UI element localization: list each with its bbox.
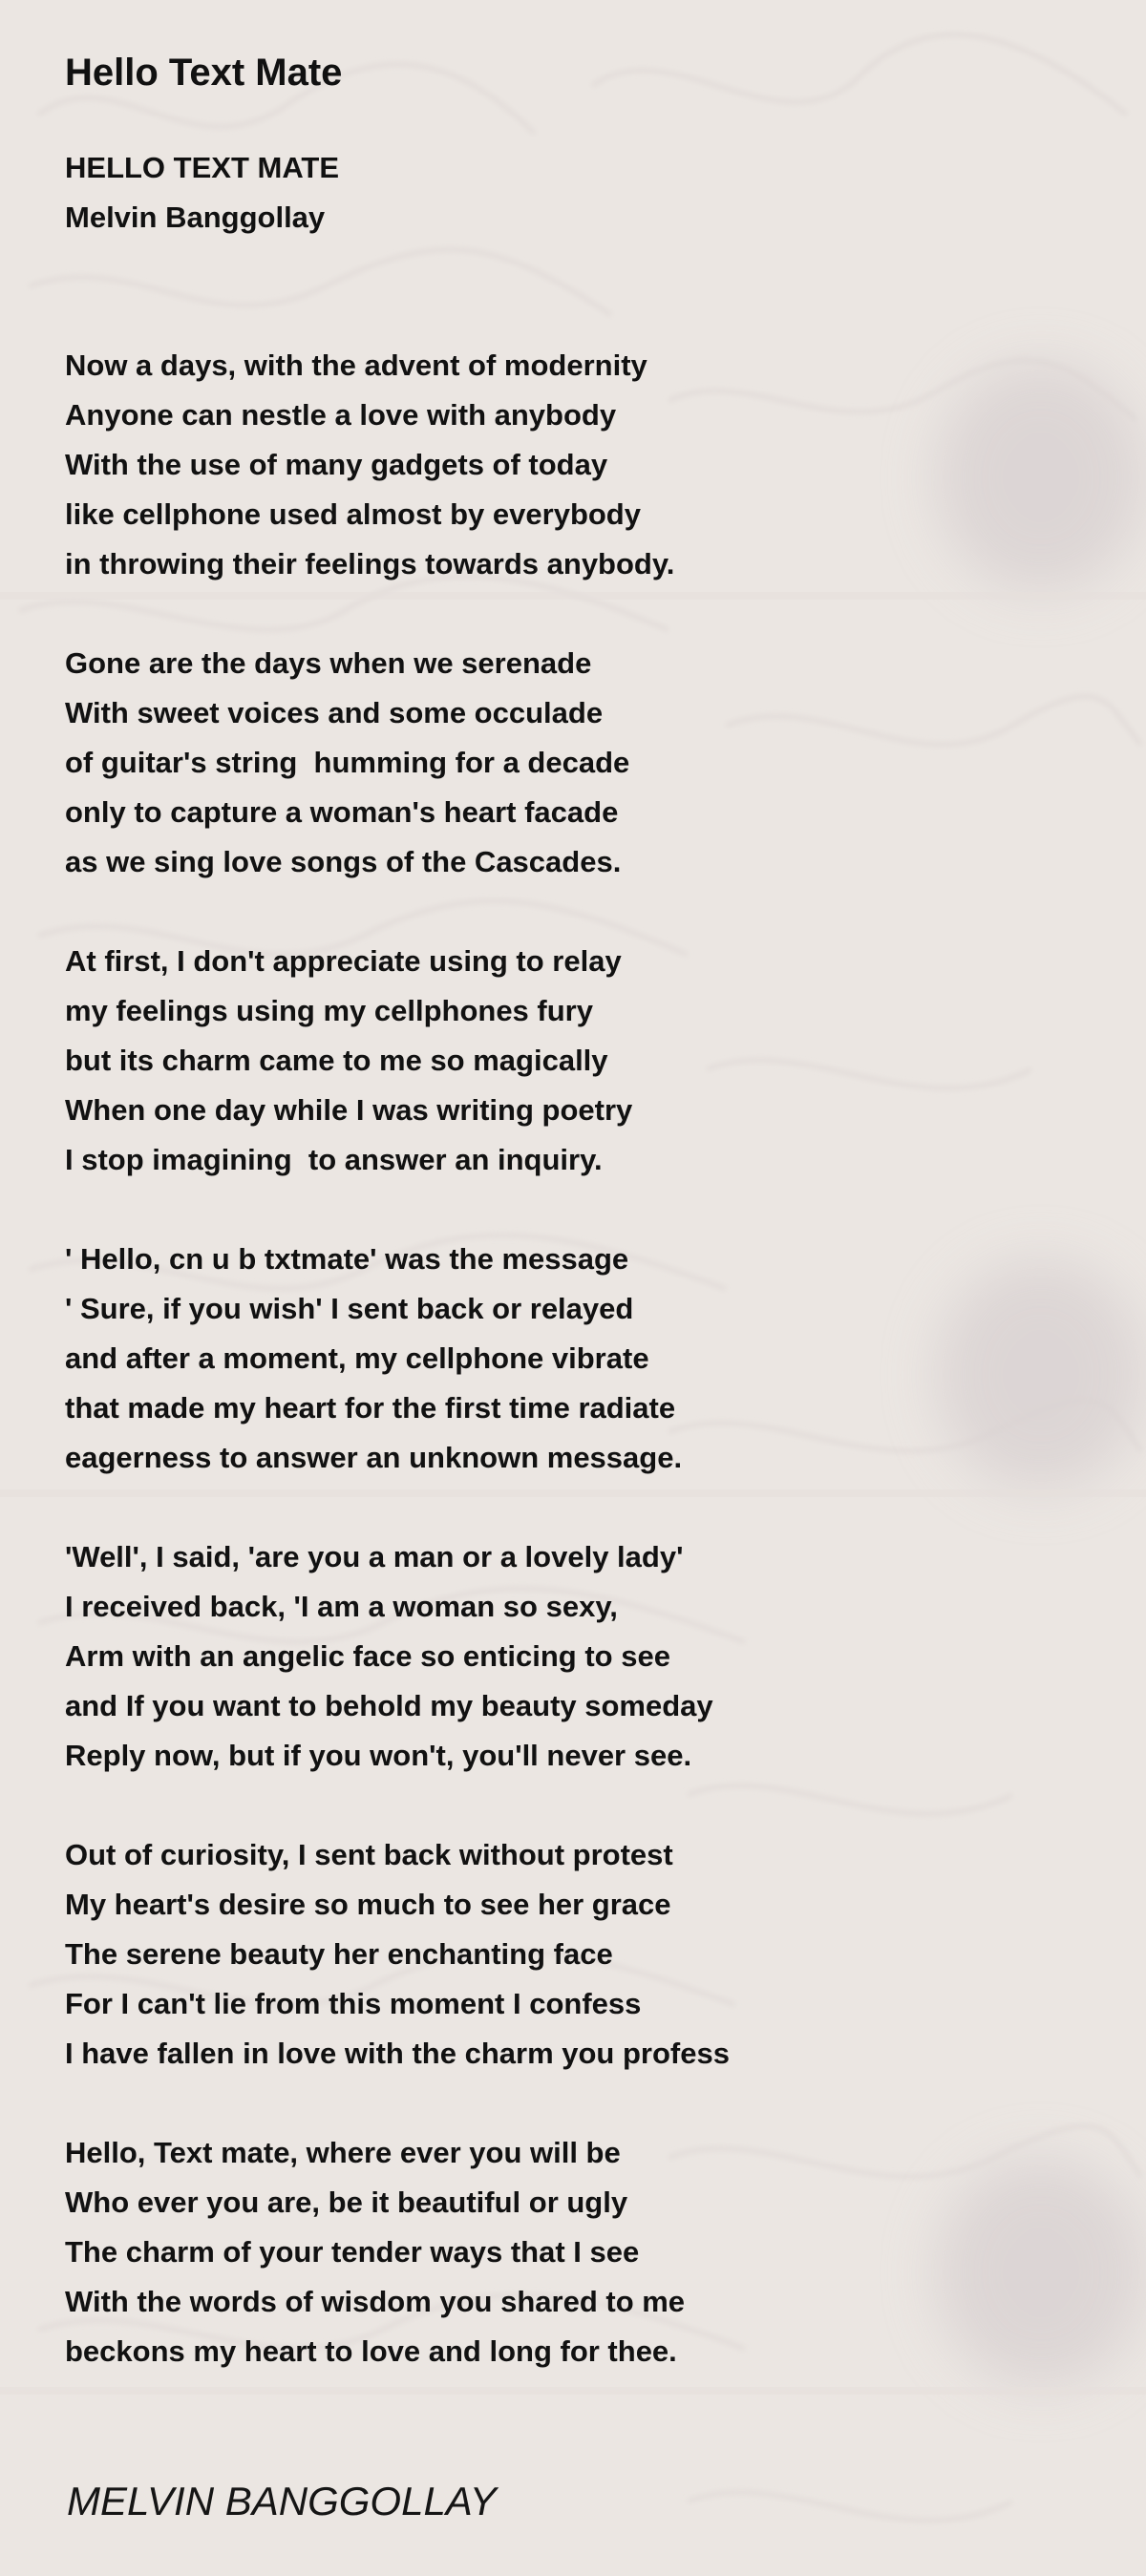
poem-line: Arm with an angelic face so enticing to see: [65, 1639, 670, 1673]
poem-line: Reply now, but if you won't, you'll never see.: [65, 1739, 692, 1772]
poem-line: The serene beauty her enchanting face: [65, 1937, 613, 1971]
poem-line: When one day while I was writing poetry: [65, 1093, 633, 1127]
stanza: [65, 639, 730, 887]
poem-line: Now a days, with the advent of modernity: [65, 348, 647, 382]
poem-author: Melvin Banggollay: [65, 201, 326, 234]
poem-line: I received back, 'I am a woman so sexy,: [65, 1590, 618, 1623]
author-signature: MELVIN BANGGOLLAY: [67, 2479, 497, 2523]
poem-line: as we sing love songs of the Cascades.: [65, 845, 622, 878]
page-title: Hello Text Mate: [65, 52, 343, 94]
poem-line: Out of curiosity, I sent back without protest: [65, 1838, 673, 1871]
poem-body: [65, 341, 730, 2426]
poem-line: Anyone can nestle a love with anybody: [65, 398, 617, 432]
poem-line: The charm of your tender ways that I see: [65, 2235, 640, 2269]
poem-line: My heart's desire so much to see her grace: [65, 1888, 671, 1921]
poem-title: HELLO TEXT MATE: [65, 151, 340, 184]
poem-line: With sweet voices and some occulade: [65, 696, 604, 729]
poem-line: At first, I don't appreciate using to relay: [65, 944, 622, 978]
poem-line: 'Well', I said, 'are you a man or a lovely lady': [65, 1540, 684, 1573]
poem-line: With the use of many gadgets of today: [65, 448, 608, 481]
poem-line: beckons my heart to love and long for thee.: [65, 2334, 677, 2368]
poem-line: but its charm came to me so magically: [65, 1044, 608, 1077]
stanza: [65, 1532, 730, 1781]
poem-line: and after a moment, my cellphone vibrate: [65, 1341, 649, 1375]
poem-line: that made my heart for the first time radiate: [65, 1391, 676, 1425]
stanza: [65, 1830, 730, 2079]
stanza: [65, 2128, 730, 2376]
poem-line: For I can't lie from this moment I confess: [65, 1987, 642, 2020]
stanza: [65, 1235, 730, 1483]
poem-line: my feelings using my cellphones fury: [65, 994, 593, 1027]
poem-line: Hello, Text mate, where ever you will be: [65, 2136, 621, 2169]
poem-line: Gone are the days when we serenade: [65, 646, 592, 680]
stanza: [65, 341, 730, 589]
stanza: [65, 937, 730, 1185]
poem-line: ' Hello, cn u b txtmate' was the message: [65, 1242, 629, 1276]
poem-line: of guitar's string humming for a decade: [65, 746, 630, 779]
poem-line: I stop imagining to answer an inquiry.: [65, 1143, 603, 1176]
poem-line: only to capture a woman's heart facade: [65, 795, 619, 829]
poem-line: eagerness to answer an unknown message.: [65, 1441, 683, 1474]
poem-line: in throwing their feelings towards anybody.: [65, 547, 675, 581]
poem-line: ' Sure, if you wish' I sent back or relayed: [65, 1292, 634, 1325]
poem-line: With the words of wisdom you shared to me: [65, 2285, 686, 2318]
poem-line: and If you want to behold my beauty someday: [65, 1689, 713, 1722]
poem-line: I have fallen in love with the charm you profess: [65, 2037, 730, 2070]
poem-line: Who ever you are, be it beautiful or ugly: [65, 2185, 628, 2219]
poem-line: like cellphone used almost by everybody: [65, 497, 641, 531]
